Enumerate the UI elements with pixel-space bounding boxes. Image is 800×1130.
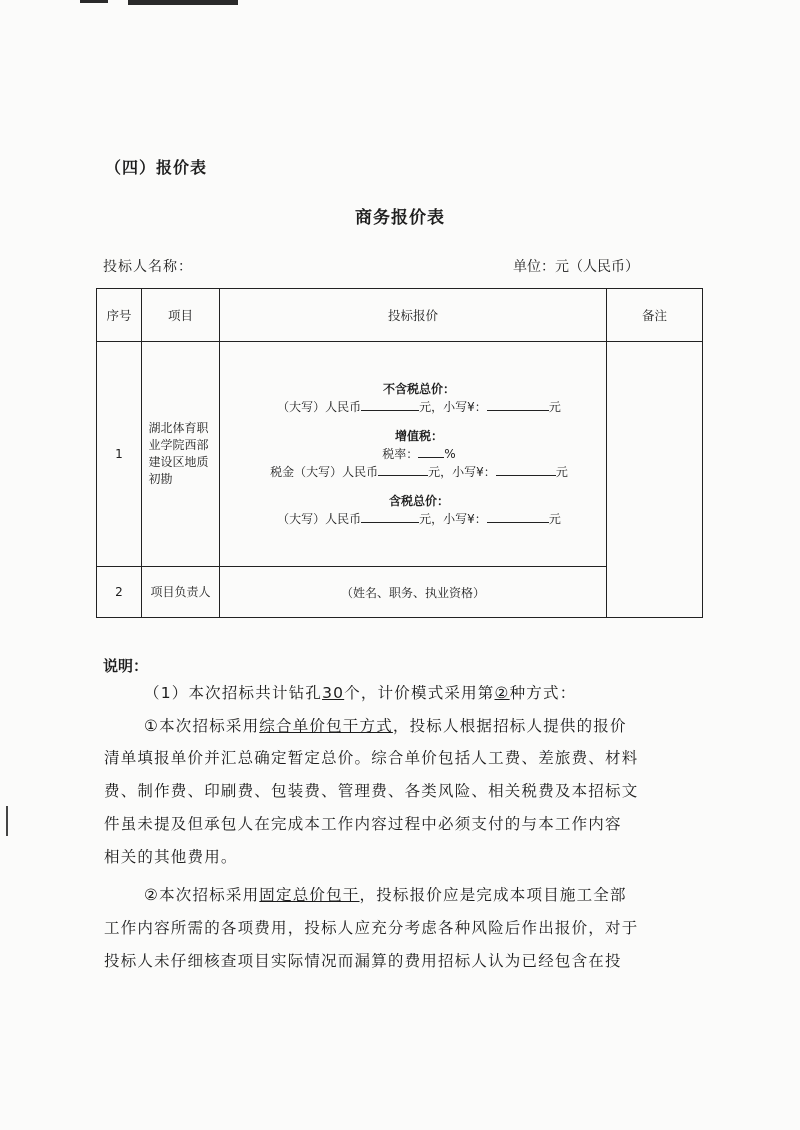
- tax-upper-blank[interactable]: [378, 463, 428, 476]
- incl-tax-mid: 元，小写¥：: [419, 511, 487, 526]
- incl-tax-lower-blank[interactable]: [487, 510, 549, 523]
- note-3-text: ②本次招标采用: [144, 886, 260, 904]
- quote-cell: [220, 342, 607, 567]
- notes-title: 说明：: [103, 657, 149, 675]
- excl-tax-upper-blank[interactable]: [361, 398, 419, 411]
- excl-tax-mid: 元，小写¥：: [419, 399, 487, 414]
- note-paragraph-2-line-4: 件虽未提及但承包人在完成本工作内容过程中必须支付的与本工作内容: [104, 815, 622, 833]
- incl-tax-prefix: （大写）人民币: [277, 511, 362, 526]
- note-1-text: （1）本次招标共计钻孔: [144, 684, 323, 702]
- tax-rate-label: 税率：: [382, 446, 419, 461]
- section-heading: （四）报价表: [105, 158, 208, 177]
- item-name: 项目负责人: [150, 584, 211, 599]
- tax-amount-end: 元: [555, 464, 568, 479]
- note-paragraph-3-line-2: 工作内容所需的各项费用，投标人应充分考虑各种风险后作出报价，对于: [104, 919, 639, 937]
- quote-cell: （姓名、职务、执业资格）: [220, 567, 607, 618]
- header-no: 序号: [97, 289, 142, 342]
- header-quote: 投标报价: [220, 289, 607, 342]
- pricing-mode-2: 固定总价包干: [259, 886, 360, 904]
- item-cell: [142, 567, 220, 618]
- scan-artifact: [128, 0, 238, 5]
- document-title: 商务报价表: [355, 208, 445, 228]
- note-paragraph-2-line-2: 清单填报单价并汇总确定暂定总价。综合单价包括人工费、差旅费、材料: [104, 749, 639, 767]
- incl-tax-end: 元: [548, 511, 561, 526]
- note-paragraph-3-line-3: 投标人未仔细核查项目实际情况而漏算的费用招标人认为已经包含在投: [104, 952, 622, 970]
- note-paragraph-2-line-1: [144, 711, 627, 742]
- excl-tax-line: [232, 398, 606, 416]
- item-cell: [142, 342, 220, 567]
- scan-artifact: [80, 0, 108, 3]
- tax-amount-prefix: 税金（大写）人民币: [270, 464, 379, 479]
- note-1-text-2: 个，计价模式采用第: [344, 684, 495, 702]
- bidder-name-label: 投标人名称：: [103, 259, 193, 275]
- excl-tax-prefix: （大写）人民币: [277, 399, 362, 414]
- header-remarks: 备注: [607, 289, 703, 342]
- incl-tax-line: [232, 510, 606, 528]
- note-3-text-2: ，投标报价应是完成本项目施工全部: [359, 886, 627, 904]
- excl-tax-lower-blank[interactable]: [487, 398, 549, 411]
- pricing-option: ②: [494, 684, 510, 702]
- scan-artifact: [6, 806, 8, 836]
- tax-rate-suffix: %: [444, 446, 456, 461]
- item-name: 湖北体育职业学院西部建设区地质初勘: [148, 421, 209, 486]
- note-paragraph-2-line-3: 费、制作费、印刷费、包装费、管理费、各类风险、相关税费及本招标文: [104, 782, 639, 800]
- note-paragraph-3-line-1: [144, 880, 627, 911]
- note-1-text-3: 种方式：: [509, 684, 577, 702]
- excl-tax-end: 元: [548, 399, 561, 414]
- row-number: 1: [97, 342, 142, 567]
- note-2-text: ①本次招标采用: [144, 717, 260, 735]
- tax-amount-line: [232, 463, 606, 481]
- note-paragraph-2-line-5: 相关的其他费用。: [104, 848, 238, 866]
- note-2-text-2: ，投标人根据招标人提供的报价: [392, 717, 627, 735]
- note-paragraph-1: [144, 678, 576, 709]
- table-row: [97, 342, 703, 567]
- tax-rate-blank[interactable]: [418, 445, 444, 458]
- incl-tax-title: 含税总价：: [388, 493, 449, 508]
- tax-rate-line: [232, 445, 606, 463]
- remarks-cell[interactable]: [607, 342, 703, 618]
- pricing-mode-1: 综合单价包干方式: [259, 717, 393, 735]
- header-item: 项目: [142, 289, 220, 342]
- vat-title: 增值税：: [394, 428, 443, 443]
- currency-unit-label: 单位：元（人民币）: [513, 259, 639, 275]
- borehole-count: 30: [322, 684, 345, 702]
- row-number: 2: [97, 567, 142, 618]
- quotation-table: [96, 288, 703, 618]
- excl-tax-title: 不含税总价：: [382, 381, 455, 396]
- incl-tax-upper-blank[interactable]: [361, 510, 419, 523]
- tax-lower-blank[interactable]: [496, 463, 556, 476]
- table-header-row: [97, 289, 703, 342]
- tax-amount-mid: 元，小写¥：: [428, 464, 496, 479]
